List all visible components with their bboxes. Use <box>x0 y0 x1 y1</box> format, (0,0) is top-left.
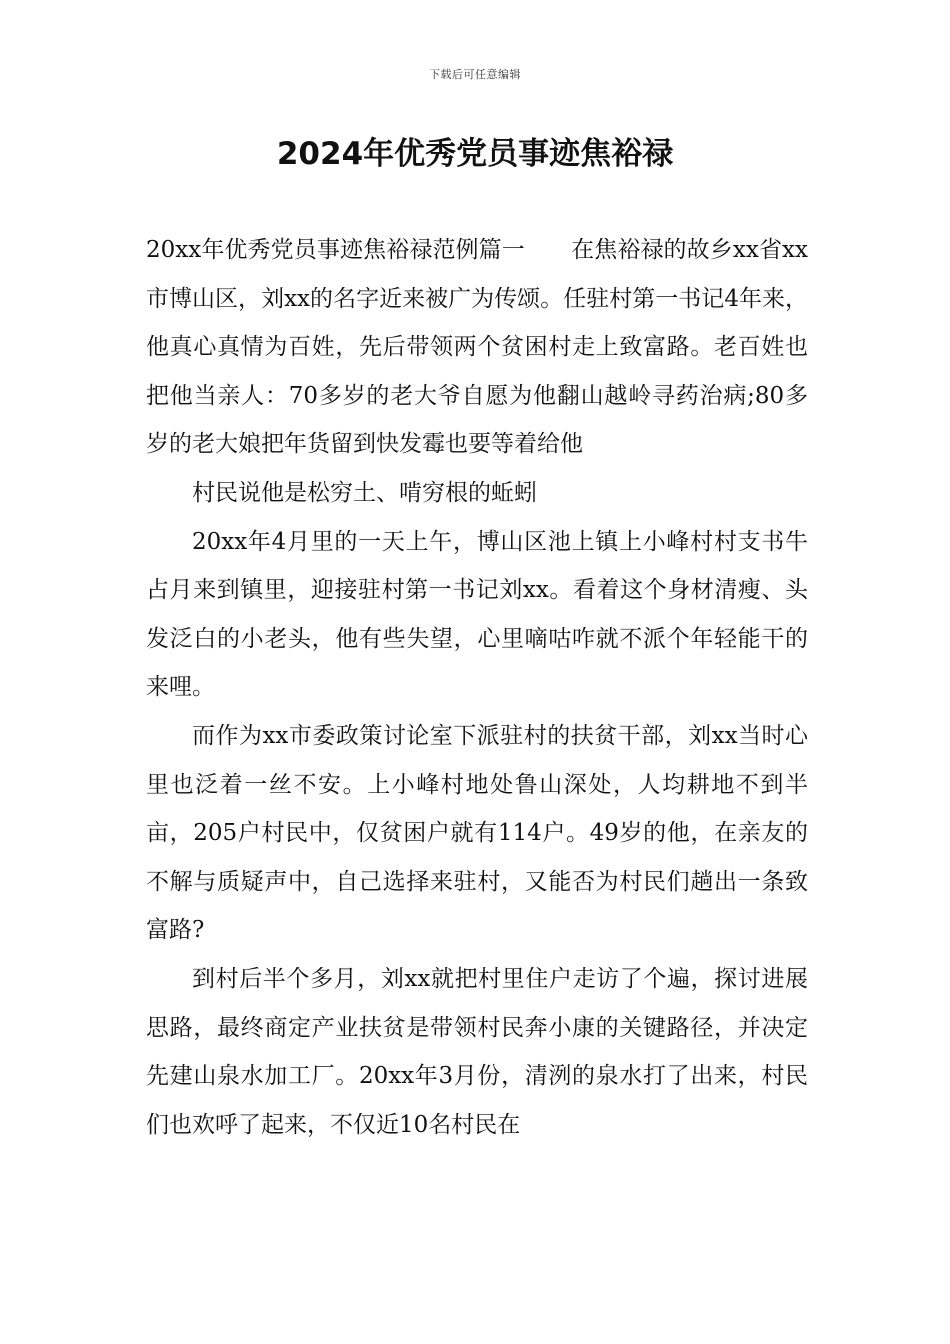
document-title: 2024年优秀党员事迹焦裕禄 <box>276 136 674 172</box>
paragraph-arrival: 20xx年4月里的一天上午，博山区池上镇上小峰村村支书牛占月来到镇里，迎接驻村第一书记刘xx。看着这个身材清瘦、头发泛白的小老头，他有些失望，心里嘀咕咋就不派个年轻能干的来哩。 <box>146 528 808 701</box>
paragraph-concern: 而作为xx市委政策讨论室下派驻村的扶贫干部，刘xx当时心里也泛着一丝不安。上小峰村地处鲁山深处，人均耕地不到半亩，205户村民中，仅贫困户就有114户。49岁的他，在亲友的不解与质疑声中，自己选择来驻村，又能否为村民们趟出一条致富路? <box>146 722 808 944</box>
paragraph-industry: 到村后半个多月，刘xx就把村里住户走访了个遍，探讨进展思路，最终商定产业扶贫是带领村民奔小康的关键路径，并决定先建山泉水加工厂。20xx年3月份，清洌的泉水打了出来，村民们也欢呼了起来，不仅近10名村民在 <box>146 965 808 1138</box>
paragraph-subheading: 村民说他是松穷土、啃穷根的蚯蚓 <box>192 479 537 506</box>
header-note: 下载后可任意编辑 <box>429 68 521 81</box>
paragraph-intro: 20xx年优秀党员事迹焦裕禄范例篇一 在焦裕禄的故乡xx省xx市博山区，刘xx的名字近来被广为传颂。任驻村第一书记4年来，他真心真情为百姓，先后带领两个贫困村走上致富路。老百姓也把他当亲人：70多岁的老大爷自愿为他翻山越岭寻药治病;80多岁的老大娘把年货留到快发霉也要等着给他 <box>146 237 808 458</box>
document-body <box>146 226 808 1149</box>
